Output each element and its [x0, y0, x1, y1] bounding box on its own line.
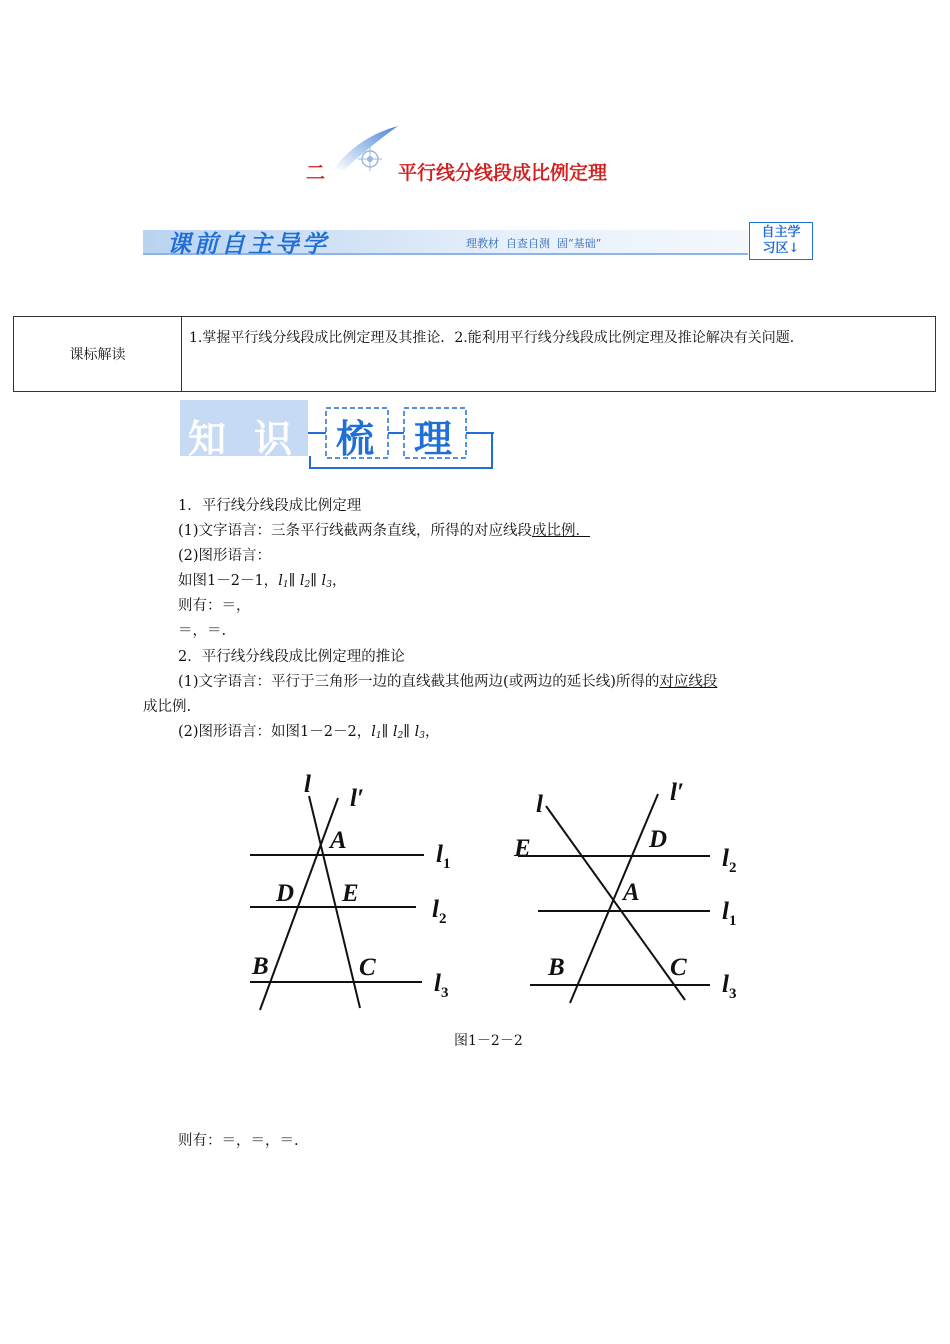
label-l1-left: $l_1$ — [436, 841, 451, 872]
figure-ref-2-text: (2)图形语言：如图1－2－2， — [178, 724, 372, 740]
para-result-1: 则有：＝， — [178, 598, 251, 614]
label-C-right: C — [670, 954, 687, 981]
table-content: 1.掌握平行线分线段成比例定理及其推论．2.能利用平行线分线段成比例定理及推论解决有关问题． — [189, 330, 804, 346]
para-corollary-text — [178, 670, 717, 695]
figure-right-labels — [513, 779, 736, 1002]
curriculum-table — [13, 316, 936, 392]
para-figure-ref-1: 如图1－2－1，$l_1\parallel$ $l_2\parallel$ $l_3$， — [178, 573, 347, 590]
para-corollary-heading: 2．平行线分线段成比例定理的推论 — [178, 649, 405, 665]
banner-main-text: 课前自主导学 — [167, 229, 329, 258]
page-title: 平行线分线段成比例定理 — [398, 162, 608, 184]
label-l2-right: $l_2$ — [722, 845, 737, 876]
table-label: 课标解读 — [14, 317, 182, 391]
label-lprime-right: l′ — [670, 779, 684, 806]
label-l3-right: $l_3$ — [722, 971, 737, 1002]
para-text-language-main: (1)文字语言：三条平行线截两条直线，所得的对应线段 — [178, 523, 533, 539]
label-l2-left: $l_2$ — [432, 896, 447, 927]
label-B-right: B — [548, 954, 565, 981]
label-B-left: B — [252, 953, 269, 980]
label-E-right: E — [514, 835, 531, 862]
label-lprime-left: l′ — [350, 785, 364, 812]
label-D-left: D — [276, 880, 295, 907]
label-A-left: A — [330, 827, 347, 854]
para-text-language — [178, 519, 590, 544]
knowledge-header — [180, 396, 500, 470]
label-l3-left: $l_3$ — [434, 970, 449, 1001]
self-study-badge — [749, 222, 813, 260]
label-E-left: E — [342, 880, 359, 907]
knowledge-char-1: 知 — [188, 416, 227, 461]
para-corollary-cont: 成比例. — [143, 699, 192, 715]
comet-icon — [330, 126, 402, 172]
label-C-left: C — [359, 954, 376, 981]
banner-sub-text: 理教材 自查自测 固“基础” — [466, 237, 602, 250]
section-banner — [143, 222, 815, 262]
para-graphic-language: (2)图形语言： — [178, 548, 272, 564]
label-l1-right: $l_1$ — [722, 898, 737, 929]
knowledge-char-2: 识 — [254, 416, 293, 461]
figure-ref-1-text: 如图1－2－1， — [178, 573, 279, 589]
label-A-right: A — [623, 879, 640, 906]
badge-line-1: 自主学 — [761, 225, 801, 240]
para-result-3: 则有：＝，＝，＝. — [178, 1133, 299, 1149]
label-l-right: l — [536, 791, 543, 818]
answer-blank-1: 成比例． — [532, 523, 591, 539]
answer-blank-2: 对应线段 — [659, 674, 718, 690]
corollary-text-main: (1)文字语言：平行于三角形一边的直线截其他两边(或两边的延长线)所得的 — [178, 674, 660, 690]
para-theorem-heading: 1．平行线分线段成比例定理 — [178, 498, 362, 514]
knowledge-char-3: 梳 — [336, 416, 375, 461]
para-figure-ref-2: (2)图形语言：如图1－2－2，$l_1\parallel$ $l_2\parallel$ $l_3$， — [178, 724, 440, 741]
para-result-2: ＝，＝. — [178, 623, 227, 639]
figure-caption: 图1－2－2 — [454, 1033, 523, 1049]
label-D-right: D — [649, 826, 668, 853]
figure-1-2-2 — [240, 760, 760, 1020]
knowledge-char-4: 理 — [414, 416, 453, 461]
label-l-left: l — [304, 771, 311, 798]
badge-line-2: 习区↓ — [762, 241, 800, 256]
section-number: 二 — [306, 162, 326, 184]
